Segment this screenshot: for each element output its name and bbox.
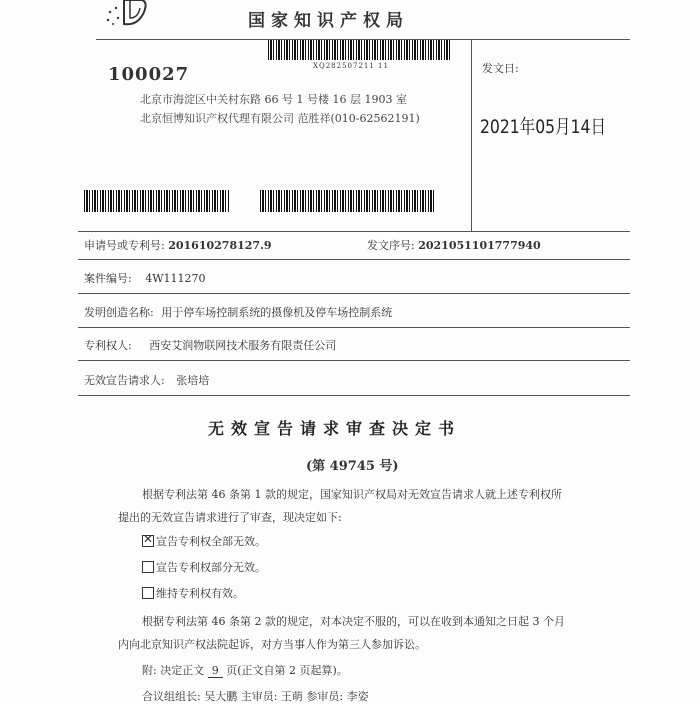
paragraph-2-line-1: 根据专利法第 46 条第 2 款的规定，对本决定不服的，可以在收到本通知之日起 3 个月 (142, 615, 565, 628)
paragraph-2-line-2: 内向北京知识产权法院起诉，对方当事人作为第三人参加诉讼。 (118, 638, 426, 651)
cnipa-logo (100, 0, 162, 30)
invention-name: 用于停车场控制系统的摄像机及停车场控制系统 (161, 306, 393, 319)
application-no: 201610278127.9 (168, 239, 272, 252)
case-no-row (84, 270, 206, 286)
tracking-barcode (268, 40, 452, 60)
rule-3 (78, 293, 630, 294)
barcode-left (84, 190, 230, 212)
application-no-row (84, 237, 272, 253)
option-full-invalid (142, 533, 266, 549)
patentee: 西安艾润物联网技术服务有限责任公司 (149, 339, 337, 352)
invention-row (84, 304, 392, 320)
paragraph-1-line-2: 提出的无效宣告请求进行了审查，现决定如下: (118, 511, 342, 524)
attachment-prefix: 附: 决定正文 (142, 664, 205, 677)
panel-members: 合议组组长: 吴大鹏 主审员: 王萌 参审员: 李姿 (142, 690, 369, 703)
vertical-divider (471, 39, 472, 231)
serial-no-label: 发文序号: (367, 239, 415, 252)
requester: 张培培 (176, 374, 210, 387)
barcode-right (260, 190, 436, 212)
rule-5 (78, 360, 630, 361)
attachment-line (142, 662, 348, 678)
application-no-label: 申请号或专利号: (84, 239, 165, 252)
option-partial-invalid (142, 559, 266, 575)
patentee-label: 专利权人: (84, 339, 132, 352)
case-no-label: 案件编号: (84, 272, 132, 285)
checkbox-full-invalid: ✕ (143, 532, 154, 546)
case-no: 4W111270 (145, 272, 206, 285)
send-date: 2021年05月14日 (480, 116, 607, 138)
checkbox-partial-invalid (142, 561, 154, 573)
patentee-row (84, 337, 336, 353)
attachment-suffix: 页(正文自第 2 页起算)。 (226, 664, 348, 677)
paragraph-1-line-1: 根据专利法第 46 条第 1 款的规定，国家知识产权局对无效宣告请求人就上述专利权所 (142, 488, 562, 501)
rule-6 (78, 395, 630, 396)
option-label: 宣告专利权全部无效。 (156, 535, 266, 548)
serial-no-row (367, 237, 541, 253)
organization-name: 国家知识产权局 (248, 11, 409, 31)
checkbox-maintain-valid (142, 587, 154, 599)
decision-number: (第 49745 号) (306, 459, 399, 474)
rule-4 (78, 327, 630, 328)
decision-title: 无效宣告请求审查决定书 (208, 419, 462, 438)
send-date-label: 发文日: (482, 62, 519, 75)
rule-2 (78, 259, 630, 260)
attachment-pages: 9 (208, 664, 223, 678)
postcode: 100027 (108, 64, 190, 85)
option-label: 维持专利权有效。 (156, 587, 244, 600)
address-line-1: 北京市海淀区中关村东路 66 号 1 号楼 16 层 1903 室 (140, 93, 407, 106)
tracking-code: XQ282507211 11 (313, 62, 389, 70)
requester-label: 无效宣告请求人: (84, 374, 165, 387)
option-maintain-valid (142, 585, 244, 601)
option-label: 宣告专利权部分无效。 (156, 561, 266, 574)
address-line-2: 北京恒博知识产权代理有限公司 范胜祥(010-62562191) (140, 112, 420, 125)
requester-row (84, 372, 209, 388)
invention-label: 发明创造名称: (84, 306, 154, 319)
rule-1 (78, 231, 630, 232)
serial-no: 2021051101777940 (418, 239, 541, 252)
